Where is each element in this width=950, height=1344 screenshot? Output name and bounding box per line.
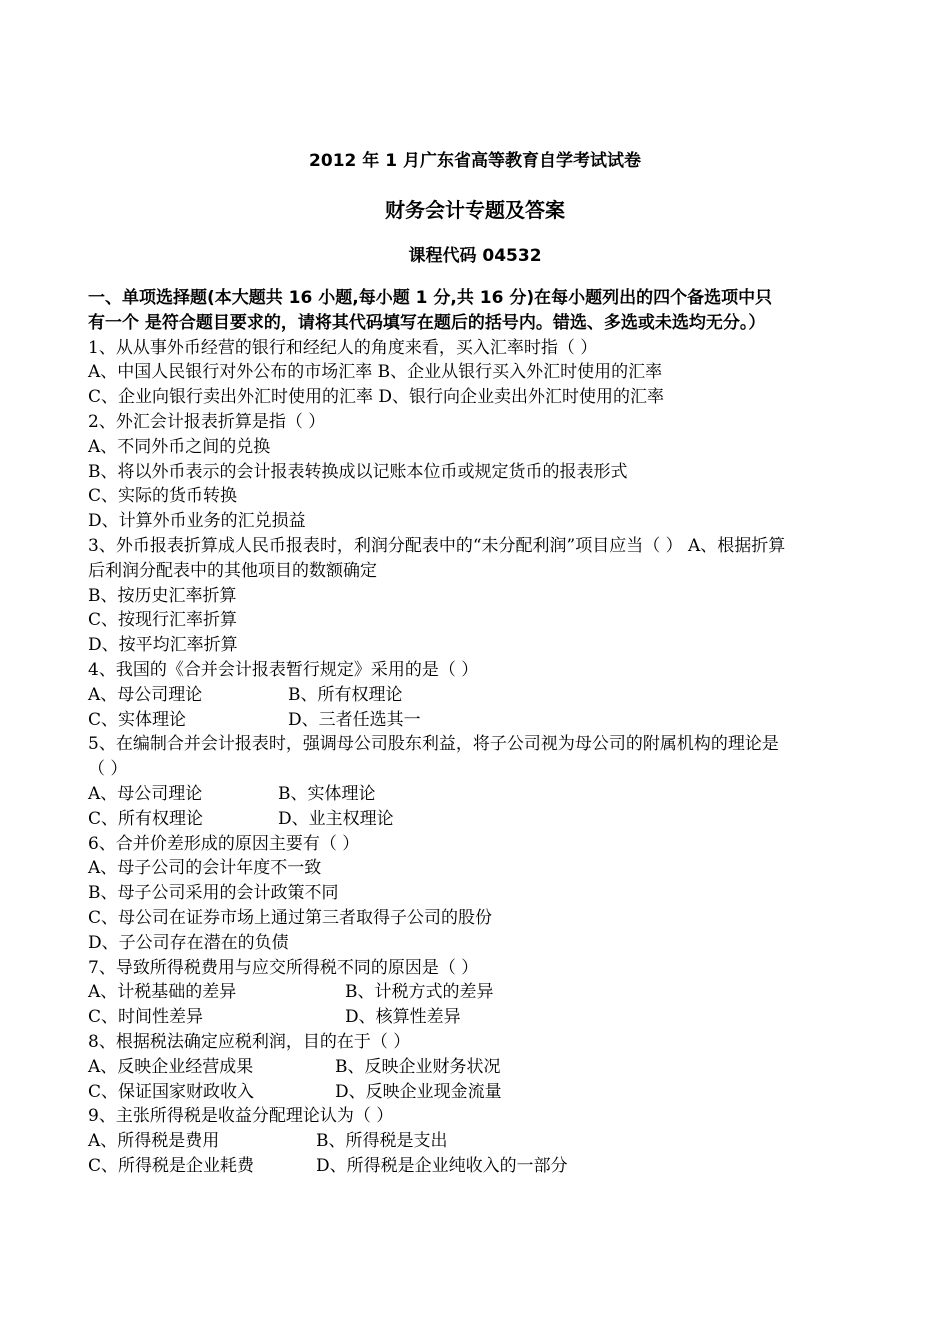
q5-options-cd (88, 807, 868, 832)
q8-option-b: B、反映企业财务状况 (335, 1056, 501, 1077)
q3-option-b: B、按历史汇率折算 (88, 585, 237, 606)
q5-options-ab (88, 782, 868, 807)
q4-option-b: B、所有权理论 (288, 684, 403, 705)
question-5-line-1: 5、在编制合并会计报表时，强调母公司股东利益，将子公司视为母公司的附属机构的理论是 (88, 734, 779, 755)
q5-option-b: B、实体理论 (278, 783, 376, 804)
course-code: 课程代码 04532 (408, 246, 542, 266)
question-4: 4、我国的《合并会计报表暂行规定》采用的是（ ） (88, 659, 479, 680)
question-9: 9、主张所得税是收益分配理论认为（ ） (88, 1106, 394, 1127)
q7-option-d: D、核算性差异 (345, 1007, 461, 1028)
question-5-line-2: （ ） (88, 759, 128, 780)
question-3-line-2: 后利润分配表中的其他项目的数额确定 (88, 560, 377, 581)
section-heading-line-2: 有一个 是符合题目要求的，请将其代码填写在题后的括号内。错选、多选或未选均无分。） (88, 312, 766, 333)
q5-option-c: C、所有权理论 (88, 808, 204, 829)
question-6: 6、合并价差形成的原因主要有（ ） (88, 833, 360, 854)
q8-option-a: A、反映企业经营成果 (88, 1056, 254, 1077)
q4-option-c: C、实体理论 (88, 709, 187, 730)
q9-option-a: A、所得税是费用 (88, 1131, 220, 1152)
q8-options-cd (88, 1080, 868, 1105)
q6-option-c: C、母公司在证券市场上通过第三者取得子公司的股份 (88, 907, 493, 928)
q7-option-a: A、计税基础的差异 (88, 982, 237, 1003)
q6-option-d: D、子公司存在潜在的负债 (88, 932, 289, 953)
q3-option-c: C、按现行汇率折算 (88, 610, 238, 631)
q9-option-d: D、所得税是企业纯收入的一部分 (316, 1155, 568, 1176)
q2-option-d: D、计算外币业务的汇兑损益 (88, 511, 306, 532)
q7-option-b: B、计税方式的差异 (345, 982, 494, 1003)
q8-option-c: C、保证国家财政收入 (88, 1081, 255, 1102)
q2-option-c: C、实际的货币转换 (88, 486, 238, 507)
q9-option-b: B、所得税是支出 (316, 1131, 448, 1152)
exam-body (88, 286, 868, 1179)
q9-option-c: C、所得税是企业耗费 (88, 1155, 255, 1176)
q6-option-a: A、母子公司的会计年度不一致 (88, 858, 322, 879)
q5-option-a: A、母公司理论 (88, 783, 203, 804)
section-heading-line-1: 一、单项选择题(本大题共 16 小题,每小题 1 分,共 16 分)在每小题列出的四个备选项中只 (88, 288, 773, 308)
q4-option-a: A、母公司理论 (88, 684, 203, 705)
q9-options-cd (88, 1154, 868, 1179)
subject-title: 财务会计专题及答案 (385, 198, 565, 222)
q7-options-ab (88, 980, 868, 1005)
q8-option-d: D、反映企业现金流量 (335, 1081, 502, 1102)
question-7: 7、导致所得税费用与应交所得税不同的原因是（ ） (88, 957, 479, 978)
question-3-line-1: 3、外币报表折算成人民币报表时，利润分配表中的“未分配利润”项目应当（ ） A、根据折算 (88, 535, 786, 556)
q6-option-b: B、母子公司采用的会计政策不同 (88, 883, 339, 904)
q2-option-b: B、将以外币表示的会计报表转换成以记账本位币或规定货币的报表形式 (88, 461, 628, 482)
q3-option-d: D、按平均汇率折算 (88, 635, 238, 656)
question-8: 8、根据税法确定应税利润，目的在于（ ） (88, 1031, 411, 1052)
q2-option-a: A、不同外币之间的兑换 (88, 436, 271, 457)
q9-options-ab (88, 1129, 868, 1154)
q4-option-d: D、三者任选其一 (288, 709, 421, 730)
question-1: 1、从从事外币经营的银行和经纪人的角度来看，买入汇率时指（ ） (88, 337, 598, 358)
q1-options-ab: A、中国人民银行对外公布的市场汇率 B、企业从银行买入外汇时使用的汇率 (88, 362, 663, 383)
q8-options-ab (88, 1055, 868, 1080)
q7-option-c: C、时间性差异 (88, 1007, 204, 1028)
exam-title: 2012 年 1 月广东省高等教育自学考试试卷 (309, 151, 641, 171)
q4-options-cd (88, 708, 868, 733)
q1-options-cd: C、企业向银行卖出外汇时使用的汇率 D、银行向企业卖出外汇时使用的汇率 (88, 387, 665, 408)
question-2: 2、外汇会计报表折算是指（ ） (88, 411, 326, 432)
q4-options-ab (88, 683, 868, 708)
q7-options-cd (88, 1005, 868, 1030)
q5-option-d: D、业主权理论 (278, 808, 394, 829)
